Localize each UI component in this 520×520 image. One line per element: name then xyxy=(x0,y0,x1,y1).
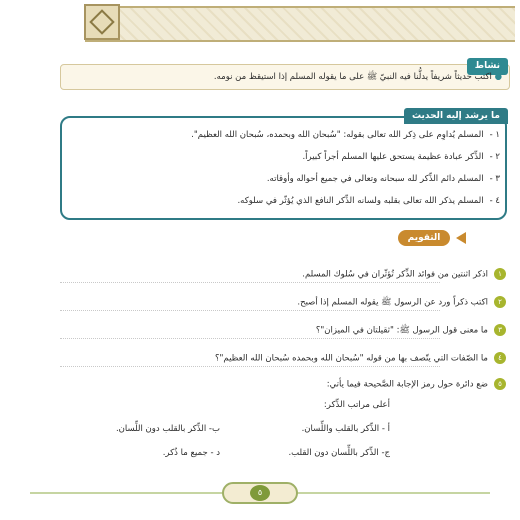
mcq-option-b[interactable]: ب- الذِّكر بالقلب دون اللِّسان. xyxy=(115,424,220,434)
evaluation-label: التقويم xyxy=(398,230,450,246)
question-item: ٢اكتب ذكراً ورد عن الرسول ﷺ يقوله المسلم إذا أصبح. xyxy=(56,296,506,310)
answer-line[interactable] xyxy=(60,338,440,339)
guidance-item: ١ -المسلم يُداوِم على ذِكر الله تعالى بقوله: "سُبحان الله وبحمده، سُبحان الله العظيم". xyxy=(191,130,500,140)
mcq-option-d[interactable]: د - جميع ما ذُكر. xyxy=(162,448,220,458)
bullet-icon: ● xyxy=(494,72,502,82)
answer-line[interactable] xyxy=(60,282,440,283)
activity-text: ● اكتب حديثاً شريفاً يدلُّنا فيه النبيّ ﷺ على ما يقوله المسلم إذا استيقظ من نومه. xyxy=(213,72,502,82)
mcq-option-a[interactable]: أ - الذِّكر بالقلب واللِّسان. xyxy=(301,424,390,434)
guidance-item: ٣ -المسلم دائم الذِّكر لله سبحانه وتعالى في جميع أحواله وأوقاته. xyxy=(266,174,500,184)
question-item: ٥ضع دائرة حول رمز الإجابة الصَّحيحة فيما يأتي: xyxy=(56,378,506,390)
guidance-item: ٢ -الذِّكر عبادة عظيمة يستحق عليها المسلم أجراً كبيراً. xyxy=(302,152,500,162)
guidance-label: ما يرشد إليه الحديث xyxy=(404,108,508,124)
question-item: ١اذكر اثنتين من فوائد الذِّكر تُؤثّران في سُلوك المسلم. xyxy=(56,268,506,280)
question-item: ٤ما الصّفات التي يتّصف بها من قوله "سُبحان الله وبحمده سُبحان الله العظيم"؟ xyxy=(56,352,506,364)
evaluation-pointer-icon xyxy=(456,232,466,244)
answer-line[interactable] xyxy=(60,310,440,311)
question-item: ٣ما معنى قول الرسول ﷺ: "ثقيلتان في الميزان"؟ xyxy=(56,324,506,338)
header-band xyxy=(85,6,515,42)
page-number: ٥ xyxy=(250,485,270,501)
activity-label: نشاط xyxy=(467,58,508,75)
guidance-item: ٤ -المسلم يذكر الله تعالى بقلبه ولسانه الذِّكر النافع الذي يُؤثّر في سلوكه. xyxy=(237,196,500,206)
answer-line[interactable] xyxy=(60,366,440,367)
mcq-option-c[interactable]: ج- الذِّكر باللِّسان دون القلب. xyxy=(288,448,390,458)
ornament-emblem-icon xyxy=(84,4,120,40)
mcq-stem: أعلى مراتب الذِّكر: xyxy=(323,400,390,410)
